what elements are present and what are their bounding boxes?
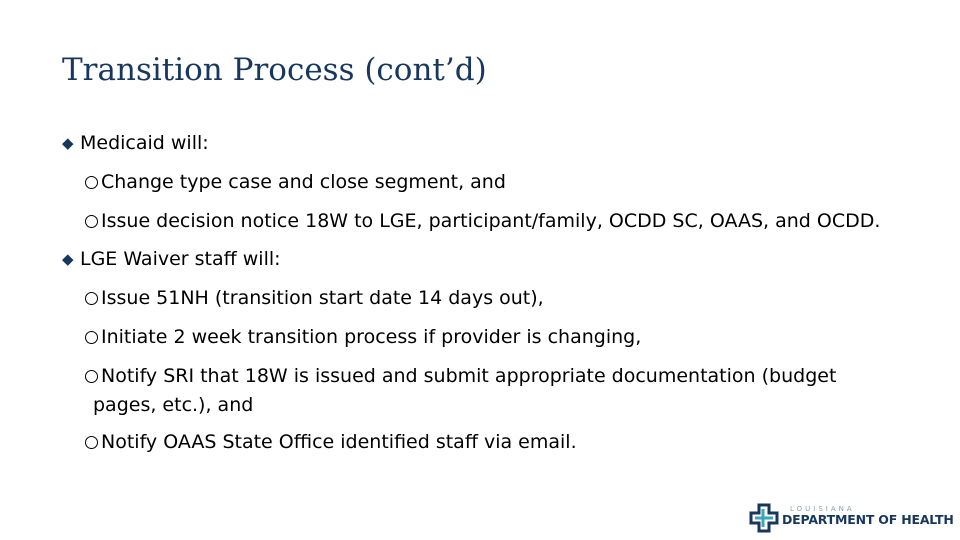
slide-title: Transition Process (cont’d) (62, 52, 487, 88)
diamond-bullet-icon: ◆ (62, 250, 74, 268)
diamond-bullet-icon: ◆ (62, 134, 74, 152)
sub-bullet (85, 428, 577, 457)
circle-bullet-icon (85, 436, 98, 449)
sub-bullet-text: Notify SRI that 18W is issued and submit appropriate documentation (budget (101, 365, 837, 387)
sub-bullet-text: Initiate 2 week transition process if provider is changing, (101, 326, 642, 348)
sub-bullet (85, 362, 836, 391)
sub-bullet-text: Issue decision notice 18W to LGE, participant/family, OCDD SC, OAAS, and OCDD. (101, 210, 881, 232)
sub-bullet (85, 323, 641, 352)
louisiana-health-cross-icon (749, 503, 779, 533)
bullet-text: LGE Waiver staff will: (80, 248, 281, 270)
sub-bullet (85, 168, 506, 197)
sub-bullet-text: Change type case and close segment, and (101, 171, 506, 193)
sub-bullet-continuation: pages, etc.), and (93, 394, 254, 416)
logo-department-text: DEPARTMENT OF HEALTH (782, 512, 954, 527)
sub-bullet (85, 207, 880, 236)
logo-state-text: LOUISIANA (790, 505, 855, 513)
bullet-text: Medicaid will: (80, 132, 209, 154)
bullet-medicaid (62, 129, 209, 158)
circle-bullet-icon (85, 370, 98, 383)
circle-bullet-icon (85, 331, 98, 344)
sub-bullet-text: Notify OAAS State Office identified staff via email. (101, 431, 577, 453)
bullet-lge-waiver-staff (62, 245, 281, 274)
circle-bullet-icon (85, 176, 98, 189)
circle-bullet-icon (85, 215, 98, 228)
sub-bullet (85, 284, 544, 313)
circle-bullet-icon (85, 292, 98, 305)
sub-bullet-text: Issue 51NH (transition start date 14 days out), (101, 287, 544, 309)
